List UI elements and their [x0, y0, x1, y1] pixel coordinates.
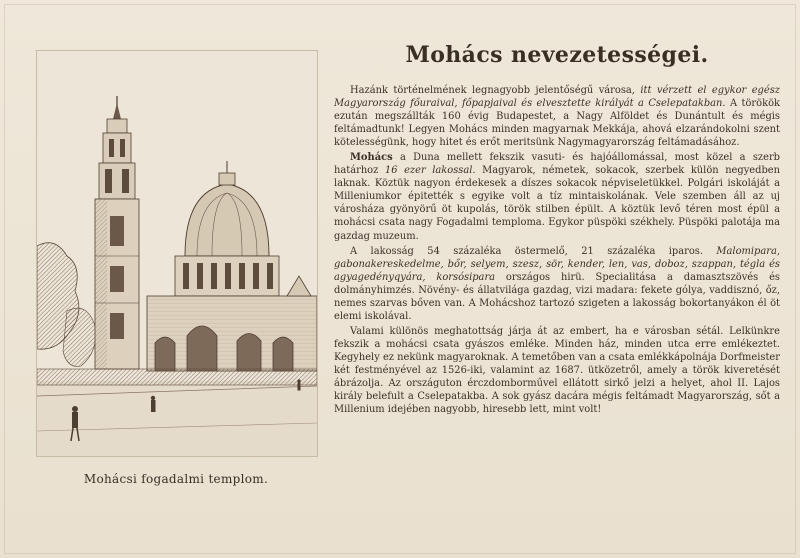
- page-title: Mohács nevezetességei.: [405, 42, 709, 68]
- church-drawing: [37, 51, 317, 456]
- church-illustration: [36, 50, 318, 457]
- article-body: [334, 84, 780, 416]
- paragraph-1: Hazánk történelmének legnagyobb jelentőségű városa, itt vérzett el egykor egész Magyarország főuraival, főpapjaival és elvesztette királyát a Cselepatakban. A törökök ezután megszállták 160 évig Budapestet, a Nagy Alföldet és Dunántult és mégis feltámadtunk! Legyen Mohács minden magyarnak Mekkája, ahová elzarándokolni szent kötelességünk, hogy hitet és erőt meritsünk Nagymagyarország feltámadásához.: [334, 85, 780, 149]
- paragraph-4: Valami különös meghatottság járja át az embert, ha e városban sétál. Lelkünkre fekszik a mohácsi csata gyászos emléke. Minden ház, minden utca erre emlékeztet. Kegyhely ez nekünk magyaroknak. A temetőben van a csata emlékkápolnája Dorfmeister két festményével az 1526-iki, valamint az 1687. ütközetről, amely a török kiveretését ábrázolja. Az országuton érczdomborművel ellátott sirkő jelzi a helyet, ahol II. Lajos király belefult a Cselepatakba. A sok gyász dacára mégis feltámadt Magyarország, sőt a Millenium idejében nagyobb, hiresebb lett, mint volt!: [334, 325, 780, 416]
- illustration-caption: Mohácsi fogadalmi templom.: [83, 472, 269, 486]
- paragraph-3: A lakosság 54 százaléka östermelő, 21 százaléka iparos. Malomipara, gabonakereskedelme, bőr, selyem, szesz, sör, kender, len, vas, doboz, szappan, tégla és agyagedényqyára, korsósipara országos hirü. Specialitása a damasztszövés és dolmányhimzés. Növény- és állatvilága gazdag, vizi madara: fekete gólya, vaddisznó, őz, nemes szarvas bőven van. A Mohácshoz tartozó szigeten a lakosság bokortanyákon él öt elemi iskolával.: [334, 245, 780, 322]
- paragraph-2: Mohács a Duna mellett fekszik vasuti- és hajóállomással, most közel a szerb határhoz 16 ezer lakossal. Magyarok, németek, sokacok, szerbek külön negyedben laknak. Köztük nagyon érdekesek a díszes sokacok népviseletükkel. Polgári iskoláját a Milleniumkor épitették s egyike volt a tíz mintaiskolának. Vele szemben áll az uj városháza gyönyörű öt kupolás, török stilben épült. A köztük levő téren most épül a mohácsi csata nagy Fogadalmi temploma. Egykor püspöki székhely. Püspöki palotája ma gazdag muzeum.: [334, 152, 780, 242]
